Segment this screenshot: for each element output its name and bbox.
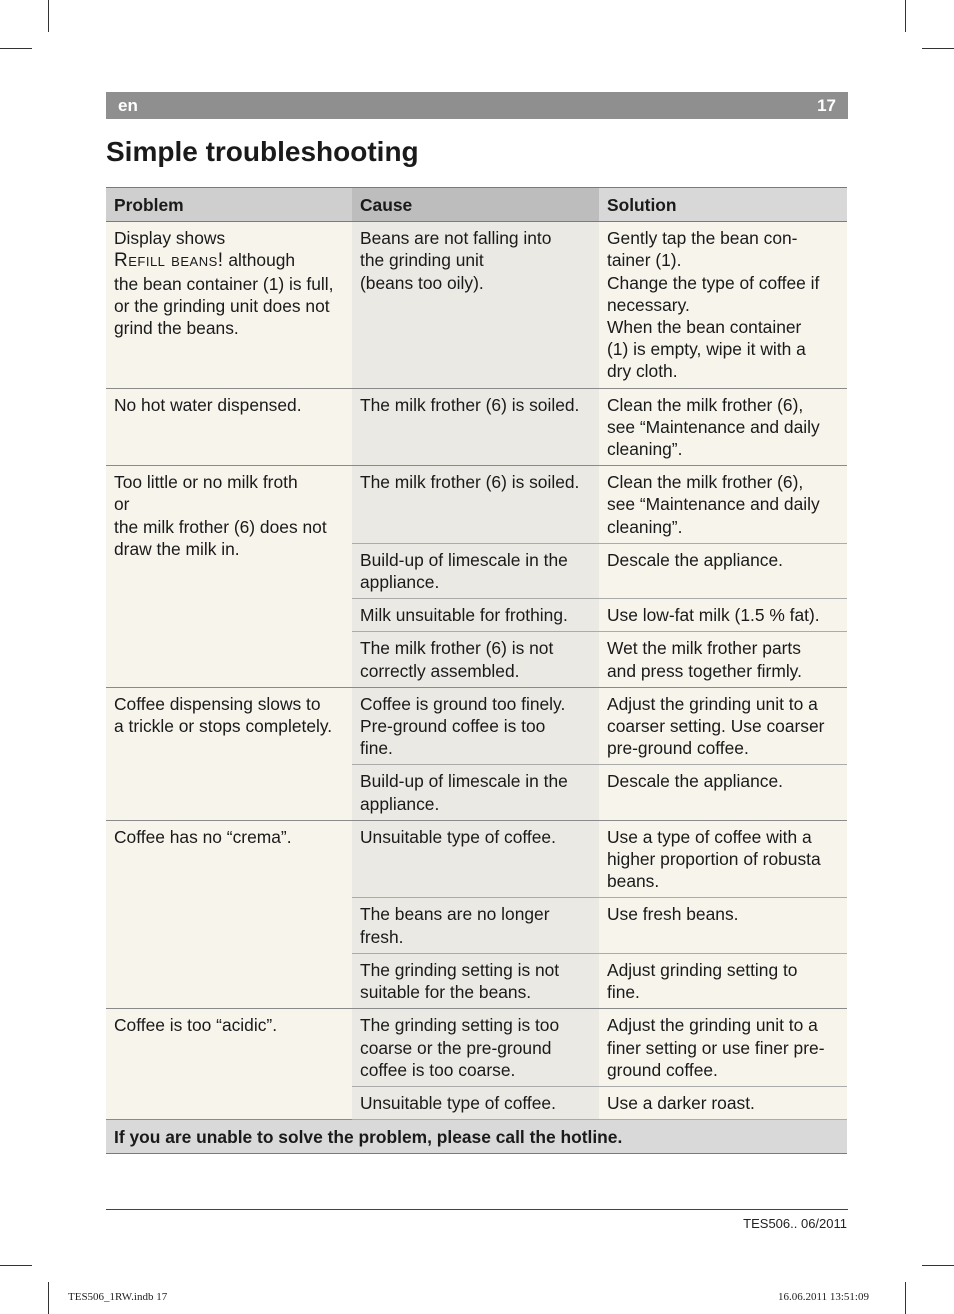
table-row [106, 222, 847, 388]
column-header-cause: Cause [352, 188, 599, 222]
cause-line: Build-up of limescale in the [360, 771, 568, 792]
display-message: Refill beans! [114, 250, 224, 272]
solution-line: cleaning”. [607, 516, 683, 537]
problem-line: Too little or no milk froth [114, 472, 298, 493]
problem-line: the bean container (1) is full, [114, 273, 334, 294]
solution-line: finer setting or use finer pre- [607, 1037, 825, 1058]
solution-cell [599, 820, 847, 898]
table-header-row [106, 188, 847, 222]
cause-line: The grinding setting is not [360, 959, 560, 980]
problem-line: No hot water dispensed. [114, 394, 302, 415]
solution-line: Use fresh beans. [607, 904, 739, 925]
cause-line: The grinding setting is too [360, 1015, 560, 1036]
cause-cell [352, 466, 599, 544]
problem-line: a trickle or stops completely. [114, 716, 333, 737]
crop-mark [0, 48, 32, 49]
problem-line: grind the beans. [114, 318, 239, 339]
solution-line: Change the type of coffee if [607, 272, 820, 293]
solution-cell [599, 466, 847, 544]
solution-cell [599, 953, 847, 1008]
column-header-problem: Problem [106, 188, 352, 222]
cause-cell [352, 820, 599, 898]
solution-line: Descale the appliance. [607, 771, 783, 792]
solution-line: pre-ground coffee. [607, 738, 749, 759]
solution-line: Wet the milk frother parts [607, 638, 801, 659]
crop-mark [0, 1265, 32, 1266]
cause-line: Milk unsuitable for frothing. [360, 605, 568, 626]
solution-line: and press together firmly. [607, 660, 802, 681]
hotline-note: If you are unable to solve the problem, please call the hotline. [106, 1120, 847, 1154]
table-row [106, 388, 847, 466]
cause-line: suitable for the beans. [360, 982, 532, 1003]
problem-line: the milk frother (6) does not [114, 516, 327, 537]
cause-line: correctly assembled. [360, 660, 520, 681]
solution-cell [599, 898, 847, 953]
table-row [106, 1009, 847, 1087]
problem-cell [106, 222, 352, 388]
solution-line: beans. [607, 871, 660, 892]
solution-line: see “Maintenance and daily [607, 494, 820, 515]
cause-line: Beans are not falling into [360, 228, 552, 249]
cause-line: fresh. [360, 926, 404, 947]
table-row [106, 687, 847, 765]
cause-line: Pre-ground coffee is too [360, 716, 546, 737]
cause-line: the grinding unit [360, 250, 484, 271]
cause-cell [352, 1009, 599, 1087]
print-mark-file: TES506_1RW.indb 17 [68, 1291, 168, 1303]
solution-line: Adjust the grinding unit to a [607, 693, 818, 714]
solution-line: cleaning”. [607, 439, 683, 460]
problem-cell [106, 820, 352, 1008]
solution-line: ground coffee. [607, 1059, 718, 1080]
cause-cell [352, 898, 599, 953]
troubleshooting-table [106, 187, 847, 1154]
cause-line: The milk frother (6) is soiled. [360, 472, 580, 493]
hotline-note-row [106, 1120, 847, 1154]
solution-line: Use low-fat milk (1.5 % fat). [607, 605, 820, 626]
solution-line: coarser setting. Use coarser [607, 716, 825, 737]
solution-cell [599, 388, 847, 466]
page-header-bar [106, 92, 848, 119]
crop-mark [905, 1282, 906, 1314]
crop-mark [48, 1282, 49, 1314]
solution-line: Use a darker roast. [607, 1092, 755, 1113]
solution-line: Descale the appliance. [607, 549, 783, 570]
cause-cell [352, 953, 599, 1008]
problem-line: Coffee is too “acidic”. [114, 1015, 278, 1036]
problem-line: draw the milk in. [114, 538, 240, 559]
cause-line: The milk frother (6) is soiled. [360, 394, 580, 415]
solution-line: dry cloth. [607, 361, 678, 382]
cause-cell [352, 543, 599, 598]
table-row [106, 466, 847, 544]
solution-line: tainer (1). [607, 250, 682, 271]
cause-line: appliance. [360, 572, 440, 593]
cause-cell [352, 222, 599, 388]
problem-line: Display shows [114, 228, 226, 249]
solution-line: When the bean container [607, 317, 802, 338]
problem-line: Coffee dispensing slows to [114, 693, 321, 714]
crop-mark [48, 0, 49, 32]
solution-cell [599, 765, 847, 820]
page-title: Simple troubleshooting [106, 136, 419, 167]
column-header-solution: Solution [599, 188, 847, 222]
problem-cell [106, 466, 352, 688]
solution-line: Clean the milk frother (6), [607, 472, 804, 493]
cause-line: appliance. [360, 793, 440, 814]
solution-line: Gently tap the bean con- [607, 228, 798, 249]
problem-cell [106, 687, 352, 820]
print-mark-timestamp: 16.06.2011 13:51:09 [778, 1291, 869, 1303]
solution-line: fine. [607, 982, 640, 1003]
problem-line [114, 249, 344, 272]
cause-line: coffee is too coarse. [360, 1059, 516, 1080]
solution-line: Use a type of coffee with a [607, 826, 812, 847]
solution-cell [599, 543, 847, 598]
solution-line: Clean the milk frother (6), [607, 394, 804, 415]
problem-line: or [114, 494, 130, 515]
solution-cell [599, 632, 847, 687]
problem-cell [106, 388, 352, 466]
cause-cell [352, 388, 599, 466]
problem-cell [106, 1009, 352, 1120]
solution-cell [599, 1009, 847, 1087]
cause-cell [352, 632, 599, 687]
solution-cell [599, 599, 847, 632]
cause-line: The beans are no longer [360, 904, 550, 925]
problem-line: Coffee has no “crema”. [114, 826, 292, 847]
solution-line: see “Maintenance and daily [607, 416, 820, 437]
crop-mark [905, 0, 906, 32]
cause-line: The milk frother (6) is not [360, 638, 554, 659]
solution-line: Adjust grinding setting to [607, 959, 798, 980]
cause-line: coarse or the pre-ground [360, 1037, 552, 1058]
solution-cell [599, 222, 847, 388]
cause-line: (beans too oily). [360, 272, 484, 293]
problem-line: or the grinding unit does not [114, 295, 330, 316]
cause-line: Unsuitable type of coffee. [360, 1092, 556, 1113]
cause-line: Build-up of limescale in the [360, 549, 568, 570]
cause-cell [352, 687, 599, 765]
footer-model-date: TES506.. 06/2011 [743, 1216, 847, 1231]
footer-divider [106, 1209, 848, 1210]
crop-mark [922, 1265, 954, 1266]
cause-line: Unsuitable type of coffee. [360, 826, 556, 847]
solution-line: necessary. [607, 294, 690, 315]
cause-cell [352, 1086, 599, 1119]
crop-mark [922, 48, 954, 49]
cause-cell [352, 599, 599, 632]
solution-line: higher proportion of robusta [607, 849, 821, 870]
cause-line: fine. [360, 738, 393, 759]
cause-line: Coffee is ground too finely. [360, 693, 566, 714]
page-number: 17 [817, 96, 836, 115]
solution-line: (1) is empty, wipe it with a [607, 339, 806, 360]
language-code: en [118, 96, 138, 115]
problem-line-suffix: although [223, 250, 296, 271]
cause-cell [352, 765, 599, 820]
solution-cell [599, 687, 847, 765]
solution-line: Adjust the grinding unit to a [607, 1015, 818, 1036]
table-row [106, 820, 847, 898]
solution-cell [599, 1086, 847, 1119]
